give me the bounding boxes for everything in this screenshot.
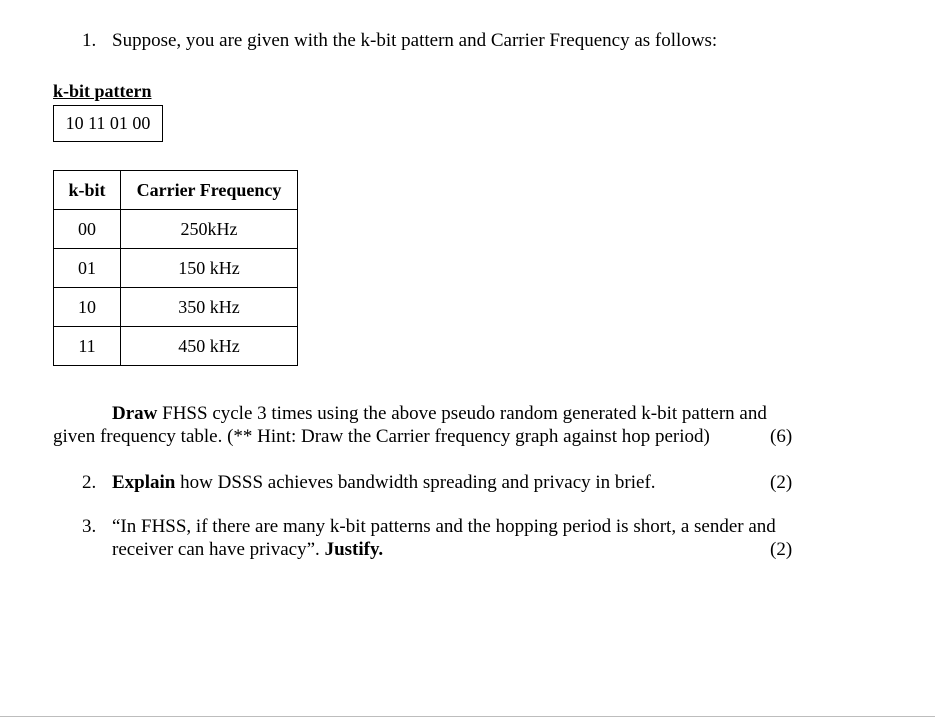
table-row — [54, 249, 298, 288]
cell-frequency: 450 kHz — [121, 327, 298, 366]
question-3-line1: “In FHSS, if there are many k-bit patterns and the hopping period is short, a sender and — [112, 516, 776, 537]
cell-frequency: 250kHz — [121, 210, 298, 249]
page-bottom-divider — [0, 716, 935, 717]
kbit-pattern-value: 10 11 01 00 — [65, 113, 151, 133]
table-header-row — [54, 171, 298, 210]
explain-bold-word: Explain — [112, 472, 176, 493]
question-3-marks: (2) — [770, 539, 793, 560]
kbit-pattern-box — [53, 105, 163, 142]
draw-marks: (6) — [770, 426, 793, 447]
cell-frequency: 350 kHz — [121, 288, 298, 327]
header-kbit: k-bit — [54, 171, 121, 210]
cell-kbit: 00 — [54, 210, 121, 249]
question-3-line2-text: receiver can have privacy”. — [112, 539, 320, 560]
justify-bold-word: Justify. — [324, 539, 384, 560]
question-3-line2 — [112, 539, 383, 561]
kbit-pattern-heading: k-bit pattern — [53, 81, 152, 101]
question-1-text: Suppose, you are given with the k-bit pattern and Carrier Frequency as follows: — [112, 30, 718, 51]
cell-kbit: 10 — [54, 288, 121, 327]
draw-instruction-line2: given frequency table. (** Hint: Draw the Carrier frequency graph against hop period) — [53, 426, 710, 447]
table-row — [54, 327, 298, 366]
question-2-marks: (2) — [770, 472, 793, 493]
cell-kbit: 01 — [54, 249, 121, 288]
draw-line1-text: FHSS cycle 3 times using the above pseudo random generated k-bit pattern and — [162, 403, 767, 424]
question-2-number: 2. — [82, 472, 97, 493]
cell-frequency: 150 kHz — [121, 249, 298, 288]
draw-instruction-line1 — [112, 403, 767, 425]
table-row — [54, 288, 298, 327]
question-2-body: how DSSS achieves bandwidth spreading and privacy in brief. — [180, 472, 656, 493]
question-3-number: 3. — [82, 516, 97, 537]
draw-bold-word: Draw — [112, 403, 158, 424]
question-2-text — [112, 472, 656, 494]
cell-kbit: 11 — [54, 327, 121, 366]
header-carrier-frequency: Carrier Frequency — [121, 171, 298, 210]
question-1-number: 1. — [82, 30, 97, 51]
carrier-frequency-table — [53, 170, 298, 366]
table-row — [54, 210, 298, 249]
